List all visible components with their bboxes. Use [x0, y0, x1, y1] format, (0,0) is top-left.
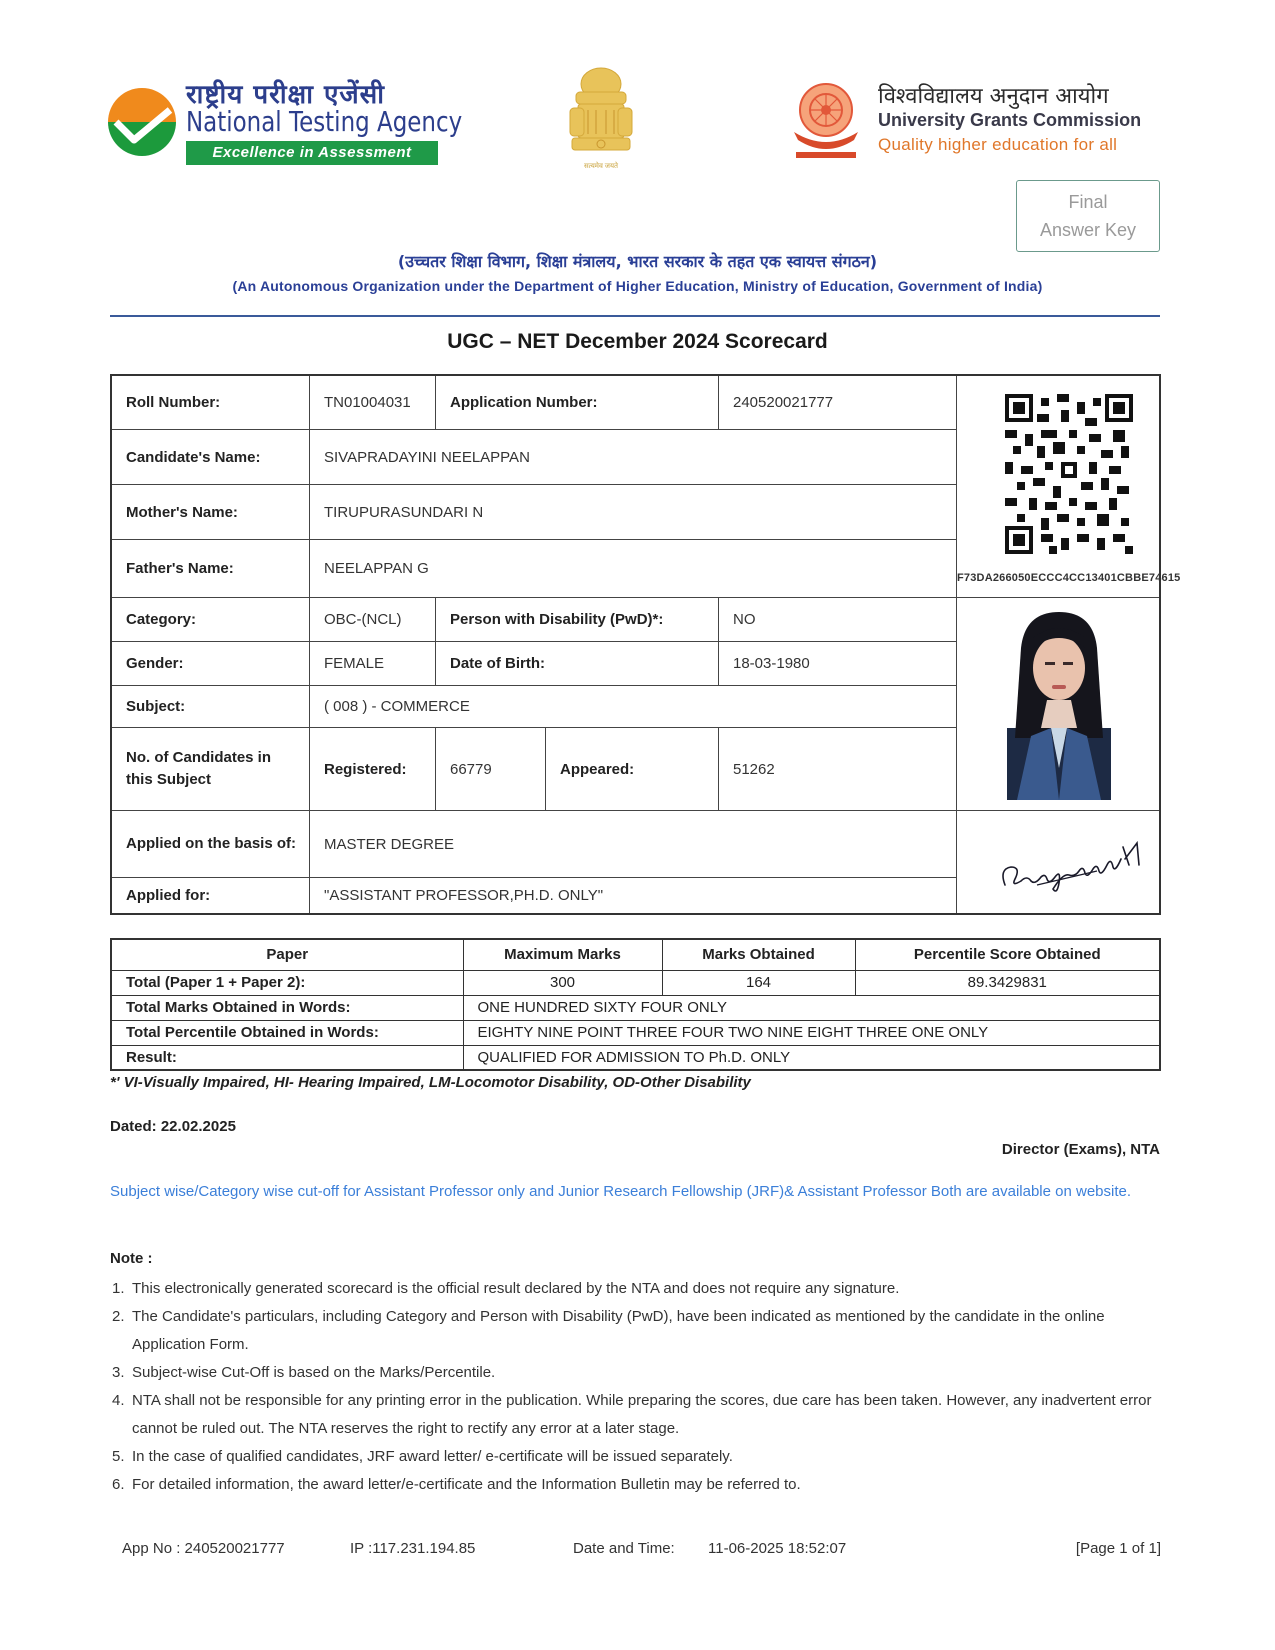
appeared-label: Appeared: [546, 728, 719, 811]
header-divider [110, 315, 1160, 317]
note-number: 2. [112, 1308, 125, 1325]
header-marks-obtained: Marks Obtained [662, 939, 855, 970]
qr-code-icon [1005, 394, 1133, 554]
note-text: This electronically generated scorecard is the official result declared by the NTA and does not require any signature. [132, 1280, 900, 1297]
footer-page-number: [Page 1 of 1] [1075, 1540, 1161, 1557]
note-number: 3. [112, 1364, 125, 1381]
note-item [112, 1443, 1164, 1471]
table-row [111, 1020, 1160, 1045]
note-text: NTA shall not be responsible for any printing error in the publication. While preparing the scores, due care has been taken. However, any inadvertent error cannot be ruled out. The NTA reserves the right to rectify any error at a later stage. [132, 1392, 1152, 1437]
candidate-name-value: SIVAPRADAYINI NEELAPPAN [310, 430, 957, 485]
candidates-count-label: No. of Candidates in this Subject [112, 728, 310, 811]
footer-datetime-label: Date and Time: [573, 1540, 675, 1557]
total-label: Total (Paper 1 + Paper 2): [111, 970, 463, 995]
note-item [112, 1471, 1164, 1499]
marks-words-label: Total Marks Obtained in Words: [111, 995, 463, 1020]
table-row [111, 995, 1160, 1020]
note-item [112, 1359, 1164, 1387]
ugc-hindi-name: विश्वविद्यालय अनुदान आयोग [878, 84, 1109, 109]
ugc-tagline: Quality higher education for all [878, 135, 1118, 154]
table-row [111, 1045, 1160, 1070]
marks-words-value: ONE HUNDRED SIXTY FOUR ONLY [463, 995, 1160, 1020]
table-row [111, 970, 1160, 995]
ugc-seal-icon [790, 80, 862, 162]
applied-basis-value: MASTER DEGREE [310, 811, 957, 878]
header-paper: Paper [111, 939, 463, 970]
application-number-value: 240520021777 [719, 376, 957, 430]
qr-hash-text: F73DA266050ECCC4CC13401CBBE74615 [957, 572, 1181, 584]
pwd-value: NO [719, 598, 957, 642]
note-item [112, 1275, 1164, 1303]
percentile-value: 89.3429831 [855, 970, 1160, 995]
pwd-footnote: *' VI-Visually Impaired, HI- Hearing Impaired, LM-Locomotor Disability, OD-Other Disability [110, 1074, 751, 1091]
dob-label: Date of Birth: [436, 642, 719, 686]
dob-value: 18-03-1980 [719, 642, 957, 686]
applied-for-label: Applied for: [112, 878, 310, 913]
dated: Dated: 22.02.2025 [110, 1118, 236, 1135]
candidate-photo [1007, 608, 1111, 800]
nta-logo [108, 75, 463, 170]
category-value: OBC-(NCL) [310, 598, 436, 642]
applied-basis-label: Applied on the basis of: [112, 811, 310, 878]
roll-number-label: Roll Number: [112, 376, 310, 430]
org-description-hindi: (उच्चतर शिक्षा विभाग, शिक्षा मंत्रालय, भारत सरकार के तहत एक स्वायत्त संगठन) [397, 252, 878, 271]
score-table [110, 938, 1161, 1071]
result-label: Result: [111, 1045, 463, 1070]
appeared-value: 51262 [719, 728, 957, 811]
candidate-info-table [110, 374, 1181, 915]
max-marks-value: 300 [463, 970, 662, 995]
registered-label: Registered: [310, 728, 436, 811]
note-text: For detailed information, the award letter/e-certificate and the Information Bulletin may be referred to. [132, 1476, 801, 1493]
roll-number-value: TN01004031 [310, 376, 436, 430]
nta-tagline: Excellence in Assessment [186, 141, 438, 165]
ugc-name: University Grants Commission [878, 110, 1142, 130]
candidate-signature [997, 829, 1147, 899]
national-emblem-icon [556, 62, 646, 174]
note-text: In the case of qualified candidates, JRF award letter/ e-certificate will be issued separately. [132, 1448, 733, 1465]
subject-value: ( 008 ) - COMMERCE [310, 686, 957, 728]
mother-name-value: TIRUPURASUNDARI N [310, 485, 957, 540]
father-name-label: Father's Name: [112, 540, 310, 598]
result-value: QUALIFIED FOR ADMISSION TO Ph.D. ONLY [463, 1045, 1160, 1070]
final-answer-key-button[interactable] [1016, 180, 1160, 252]
applied-for-value: "ASSISTANT PROFESSOR,PH.D. ONLY" [310, 878, 957, 913]
note-number: 5. [112, 1448, 125, 1465]
header-max-marks: Maximum Marks [463, 939, 662, 970]
application-number-label: Application Number: [436, 376, 719, 430]
note-text: The Candidate's particulars, including Category and Person with Disability (PwD), have been indicated as mentioned by the candidate in the online Application Form. [132, 1308, 1105, 1353]
notes-title: Note : [110, 1250, 153, 1267]
mother-name-label: Mother's Name: [112, 485, 310, 540]
director-signatory: Director (Exams), NTA [1001, 1141, 1160, 1158]
note-item [112, 1387, 1164, 1443]
registered-value: 66779 [436, 728, 546, 811]
gender-label: Gender: [112, 642, 310, 686]
answer-key-line2: Answer Key [1039, 220, 1137, 240]
percentile-words-value: EIGHTY NINE POINT THREE FOUR TWO NINE EIGHT THREE ONE ONLY [463, 1020, 1160, 1045]
candidate-photo-cell [957, 598, 1159, 811]
note-number: 4. [112, 1392, 125, 1409]
marks-obtained-value: 164 [662, 970, 855, 995]
qr-code-cell [957, 376, 1181, 598]
answer-key-line1: Final [1068, 192, 1108, 212]
father-name-value: NEELAPPAN G [310, 540, 957, 598]
emblem-caption: सत्यमेव जयते [583, 163, 619, 170]
note-item [112, 1303, 1164, 1359]
footer-ip: IP :117.231.194.85 [350, 1540, 476, 1557]
note-number: 6. [112, 1476, 125, 1493]
nta-name: National Testing Agency [186, 105, 463, 138]
nta-checkmark-icon [108, 88, 176, 156]
pwd-label: Person with Disability (PwD)*: [436, 598, 719, 642]
score-header-row [111, 939, 1160, 970]
candidate-signature-cell [957, 811, 1159, 913]
nta-hindi-name: राष्ट्रीय परीक्षा एजेंसी [186, 80, 385, 110]
percentile-words-label: Total Percentile Obtained in Words: [111, 1020, 463, 1045]
gender-value: FEMALE [310, 642, 436, 686]
cutoff-notice-link[interactable]: Subject wise/Category wise cut-off for Assistant Professor only and Junior Research Fellowship (JRF)& Assistant Professor Both are available on website. [110, 1183, 1132, 1200]
category-label: Category: [112, 598, 310, 642]
footer-app-no: App No : 240520021777 [122, 1540, 285, 1557]
page-title: UGC – NET December 2024 Scorecard [447, 330, 828, 353]
ugc-logo [790, 80, 1165, 165]
org-description-english: (An Autonomous Organization under the Department of Higher Education, Ministry of Education, Government of India) [232, 278, 1043, 294]
candidate-name-label: Candidate's Name: [112, 430, 310, 485]
subject-label: Subject: [112, 686, 310, 728]
footer-datetime: 11-06-2025 18:52:07 [708, 1540, 847, 1557]
header-percentile: Percentile Score Obtained [855, 939, 1160, 970]
note-text: Subject-wise Cut-Off is based on the Marks/Percentile. [132, 1364, 496, 1381]
notes-list [112, 1275, 1164, 1499]
note-number: 1. [112, 1280, 125, 1297]
